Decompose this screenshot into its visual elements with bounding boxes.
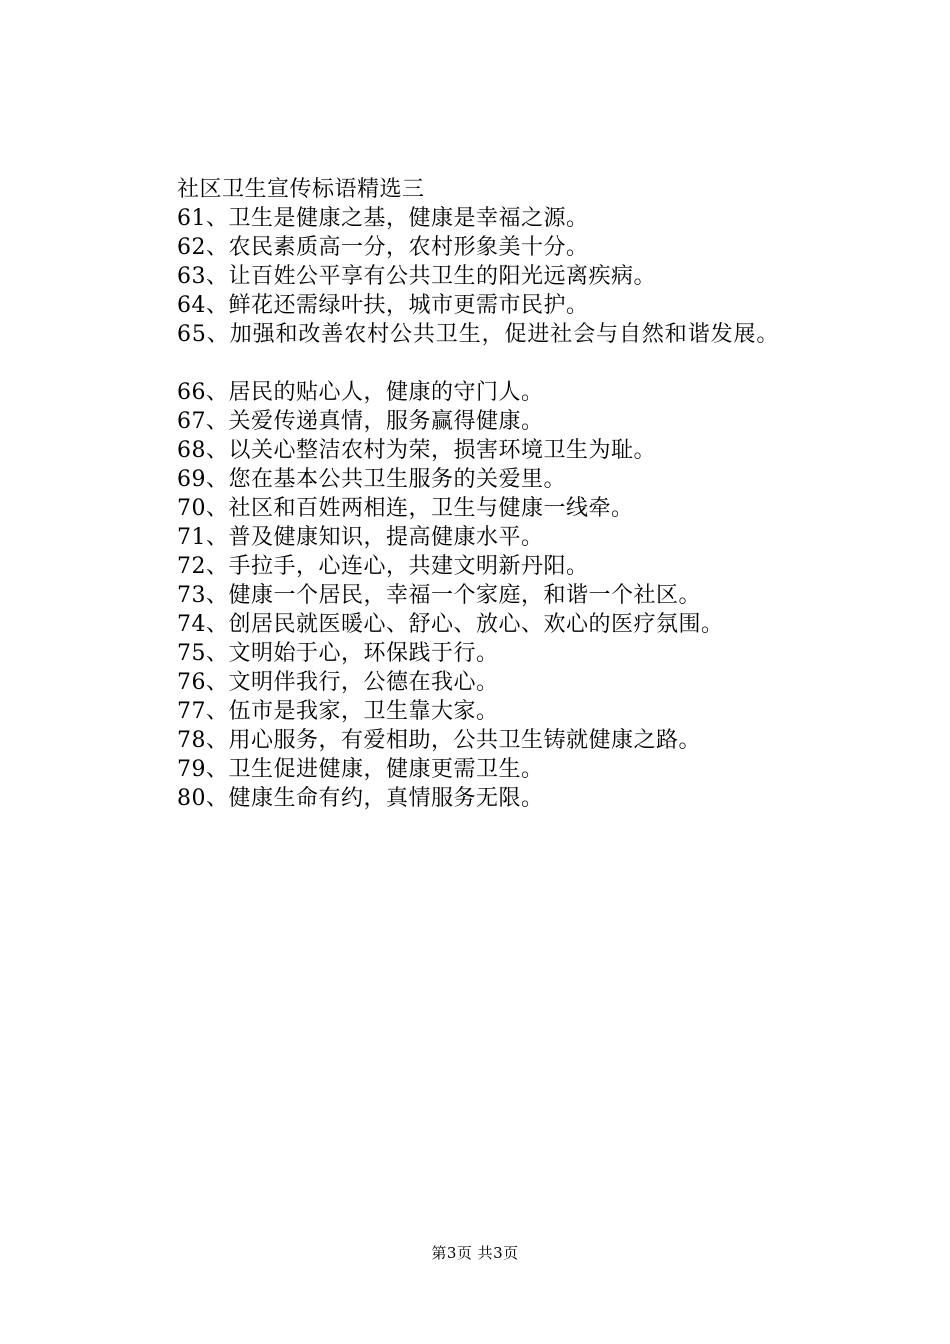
slogan-item: 61、卫生是健康之基，健康是幸福之源。 (177, 206, 589, 231)
slogan-item: 70、社区和百姓两相连，卫生与健康一线牵。 (177, 496, 634, 521)
slogan-item: 80、健康生命有约，真情服务无限。 (177, 786, 544, 811)
page-number: 第3页 共3页 (431, 1244, 519, 1262)
slogan-item: 67、关爱传递真情，服务赢得健康。 (177, 409, 544, 434)
slogan-item: 75、文明始于心，环保践于行。 (177, 641, 499, 666)
document-body (177, 175, 877, 813)
slogan-item: 62、农民素质高一分，农村形象美十分。 (177, 235, 589, 260)
slogan-item: 72、手拉手，心连心，共建文明新丹阳。 (177, 554, 589, 579)
slogan-item: 79、卫生促进健康，健康更需卫生。 (177, 757, 544, 782)
slogan-item: 69、您在基本公共卫生服务的关爱里。 (177, 467, 566, 492)
slogan-item: 76、文明伴我行，公德在我心。 (177, 670, 499, 695)
slogan-item: 65、加强和改善农村公共卫生，促进社会与自然和谐发展。 (177, 322, 780, 347)
document-title: 社区卫生宣传标语精选三 (177, 177, 425, 202)
slogan-item: 77、伍市是我家，卫生靠大家。 (177, 699, 499, 724)
slogan-item: 74、创居民就医暖心、舒心、放心、欢心的医疗氛围。 (177, 612, 724, 637)
slogan-item: 71、普及健康知识，提高健康水平。 (177, 525, 544, 550)
slogan-item: 64、鲜花还需绿叶扶，城市更需市民护。 (177, 293, 589, 318)
slogan-item: 78、用心服务，有爱相助，公共卫生铸就健康之路。 (177, 728, 701, 753)
slogan-item: 66、居民的贴心人，健康的守门人。 (177, 380, 544, 405)
slogan-item: 68、以关心整洁农村为荣，损害环境卫生为耻。 (177, 438, 656, 463)
slogan-item: 63、让百姓公平享有公共卫生的阳光远离疾病。 (177, 264, 656, 289)
page-footer (0, 1243, 950, 1263)
slogan-item: 73、健康一个居民，幸福一个家庭，和谐一个社区。 (177, 583, 701, 608)
